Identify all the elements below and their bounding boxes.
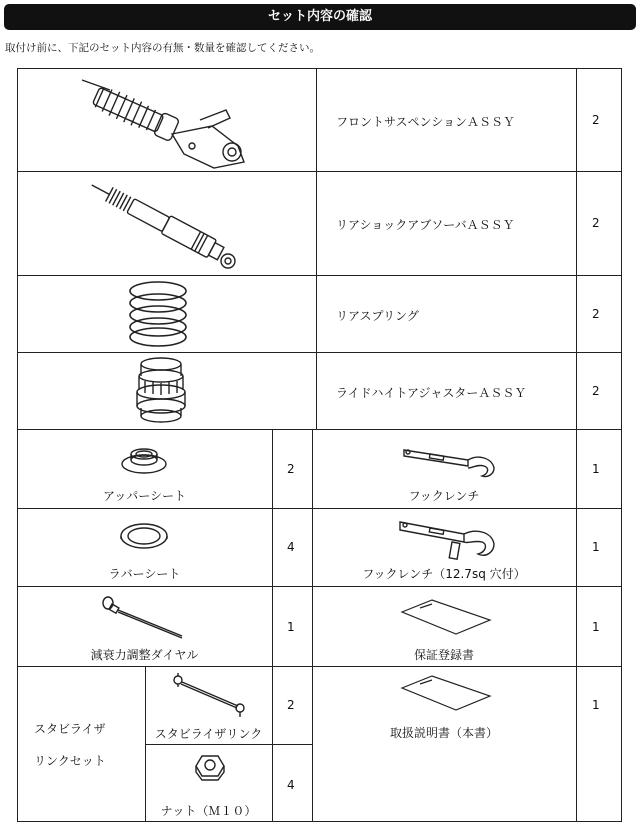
stabilizer-link-icon (170, 672, 250, 718)
rubber-seat-icon (119, 520, 169, 552)
manual-icon (398, 674, 494, 712)
rear-spring-icon (127, 279, 189, 349)
item-name: ラバーシート (108, 567, 181, 581)
item-qty: 1 (287, 620, 295, 634)
item-qty: 2 (287, 698, 295, 712)
item-qty: 1 (592, 620, 600, 634)
item-qty: 2 (592, 216, 600, 230)
item-name: フロントサスペンションＡＳＳＹ (336, 115, 515, 129)
item-qty: 2 (287, 462, 295, 476)
item-qty: 2 (592, 307, 600, 321)
upper-seat-icon (120, 442, 168, 476)
item-qty: 1 (592, 540, 600, 554)
hook-wrench-hole-icon (394, 514, 504, 562)
item-qty: 4 (287, 540, 295, 554)
rear-shock-absorber-assy-icon (80, 176, 250, 272)
section-header: セット内容の確認 (4, 4, 636, 30)
item-name: アッパーシート (103, 489, 186, 503)
item-name: 保証登録書 (413, 648, 474, 662)
item-name: リアスプリング (336, 309, 419, 323)
intro-text: 取付け前に、下記のセット内容の有無・数量を確認してください。 (5, 42, 320, 54)
item-name: スタビライザリンク (154, 727, 263, 741)
item-qty: 1 (592, 698, 600, 712)
warranty-card-icon (398, 598, 494, 636)
item-name: リアショックアブソーバＡＳＳＹ (336, 218, 515, 232)
item-name: ライドハイトアジャスターＡＳＳＹ (336, 386, 527, 400)
item-name: フックレンチ（12.7sq 穴付） (362, 567, 526, 581)
stabilizer-group-label: スタビライザ (34, 722, 106, 736)
front-suspension-assy-icon (60, 74, 270, 170)
nut-m10-icon (194, 752, 226, 784)
item-qty: 1 (592, 462, 600, 476)
item-name: 減衰力調整ダイヤル (90, 648, 199, 662)
item-name: フックレンチ (408, 489, 480, 503)
ride-height-adjuster-icon (135, 356, 187, 426)
item-qty: 2 (592, 384, 600, 398)
item-qty: 4 (287, 778, 295, 792)
stabilizer-group-label-2: リンクセット (34, 754, 106, 768)
item-name: ナット（Ｍ１０） (160, 804, 257, 818)
hook-wrench-icon (398, 442, 498, 478)
damping-dial-icon (98, 594, 188, 640)
item-name: 取扱説明書（本書） (389, 726, 498, 740)
item-qty: 2 (592, 113, 600, 127)
